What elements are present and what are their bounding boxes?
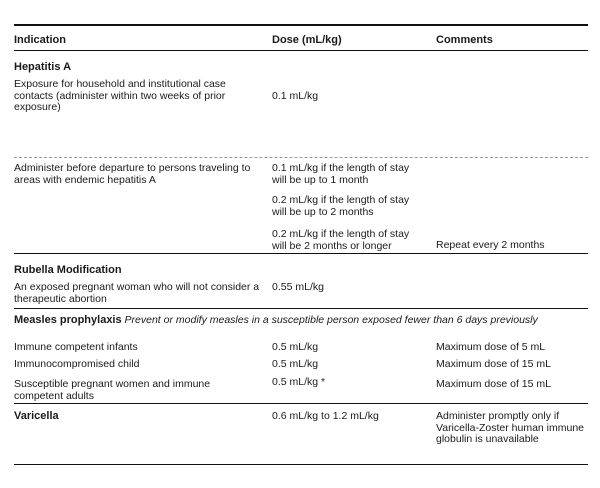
measles-row2-comment: Maximum dose of 15 mL	[436, 358, 551, 370]
measles-row1-comment: Maximum dose of 5 mL	[436, 341, 546, 353]
section-measles	[14, 309, 588, 403]
header-indication: Indication	[14, 34, 66, 46]
section-title-measles: Measles prophylaxis	[14, 314, 122, 326]
section-rubella	[14, 254, 588, 308]
measles-row2-dose: 0.5 mL/kg	[272, 358, 319, 370]
varicella-dose: 0.6 mL/kg to 1.2 mL/kg	[272, 410, 379, 422]
measles-row2-indication: Immunocompromised child	[14, 358, 140, 370]
measles-row1-indication: Immune competent infants	[14, 341, 138, 353]
measles-row3-comment: Maximum dose of 15 mL	[436, 378, 551, 390]
section-title-varicella: Varicella	[14, 410, 59, 422]
hepatitis-a-row2-dose1: 0.1 mL/kg if the length of stay will be up to 1 month	[272, 162, 410, 186]
section-varicella	[14, 404, 588, 464]
hepatitis-a-row1-indication: Exposure for household and institutional case contacts (administer within two weeks of prior exposure)	[14, 78, 226, 113]
table-bottom-rule	[14, 464, 588, 465]
measles-row1-dose: 0.5 mL/kg	[272, 341, 319, 353]
hepatitis-a-row2	[14, 158, 588, 253]
header-comments: Comments	[436, 34, 493, 46]
section-title-rubella: Rubella Modification	[14, 264, 122, 276]
section-hepatitis-a	[14, 51, 588, 157]
section-title-hepatitis-a: Hepatitis A	[14, 61, 72, 73]
hepatitis-a-row2-indication: Administer before departure to persons traveling to areas with endemic hepatitis A	[14, 162, 251, 186]
rubella-indication: An exposed pregnant woman who will not consider a therapeutic abortion	[14, 281, 260, 305]
dosing-table	[14, 24, 588, 465]
rubella-dose: 0.55 mL/kg	[272, 281, 324, 293]
hepatitis-a-row1-dose: 0.1 mL/kg	[272, 90, 319, 102]
hepatitis-a-row2-dose2: 0.2 mL/kg if the length of stay will be up to 2 months	[272, 194, 410, 218]
hepatitis-a-row2-comment3: Repeat every 2 months	[436, 239, 545, 251]
table-header-row	[14, 26, 588, 50]
varicella-comment: Administer promptly only if Varicella-Zoster human immune globulin is unavailable	[436, 410, 585, 445]
hepatitis-a-row2-dose3: 0.2 mL/kg if the length of stay will be 2 months or longer	[272, 228, 410, 252]
measles-subtitle: Prevent or modify measles in a susceptible person exposed fewer than 6 days previously	[124, 314, 538, 326]
header-dose: Dose (mL/kg)	[272, 34, 342, 46]
measles-row3-dose: 0.5 mL/kg *	[272, 376, 326, 388]
measles-heading	[14, 315, 574, 327]
measles-row3-indication: Susceptible pregnant women and immune competent adults	[14, 378, 211, 402]
